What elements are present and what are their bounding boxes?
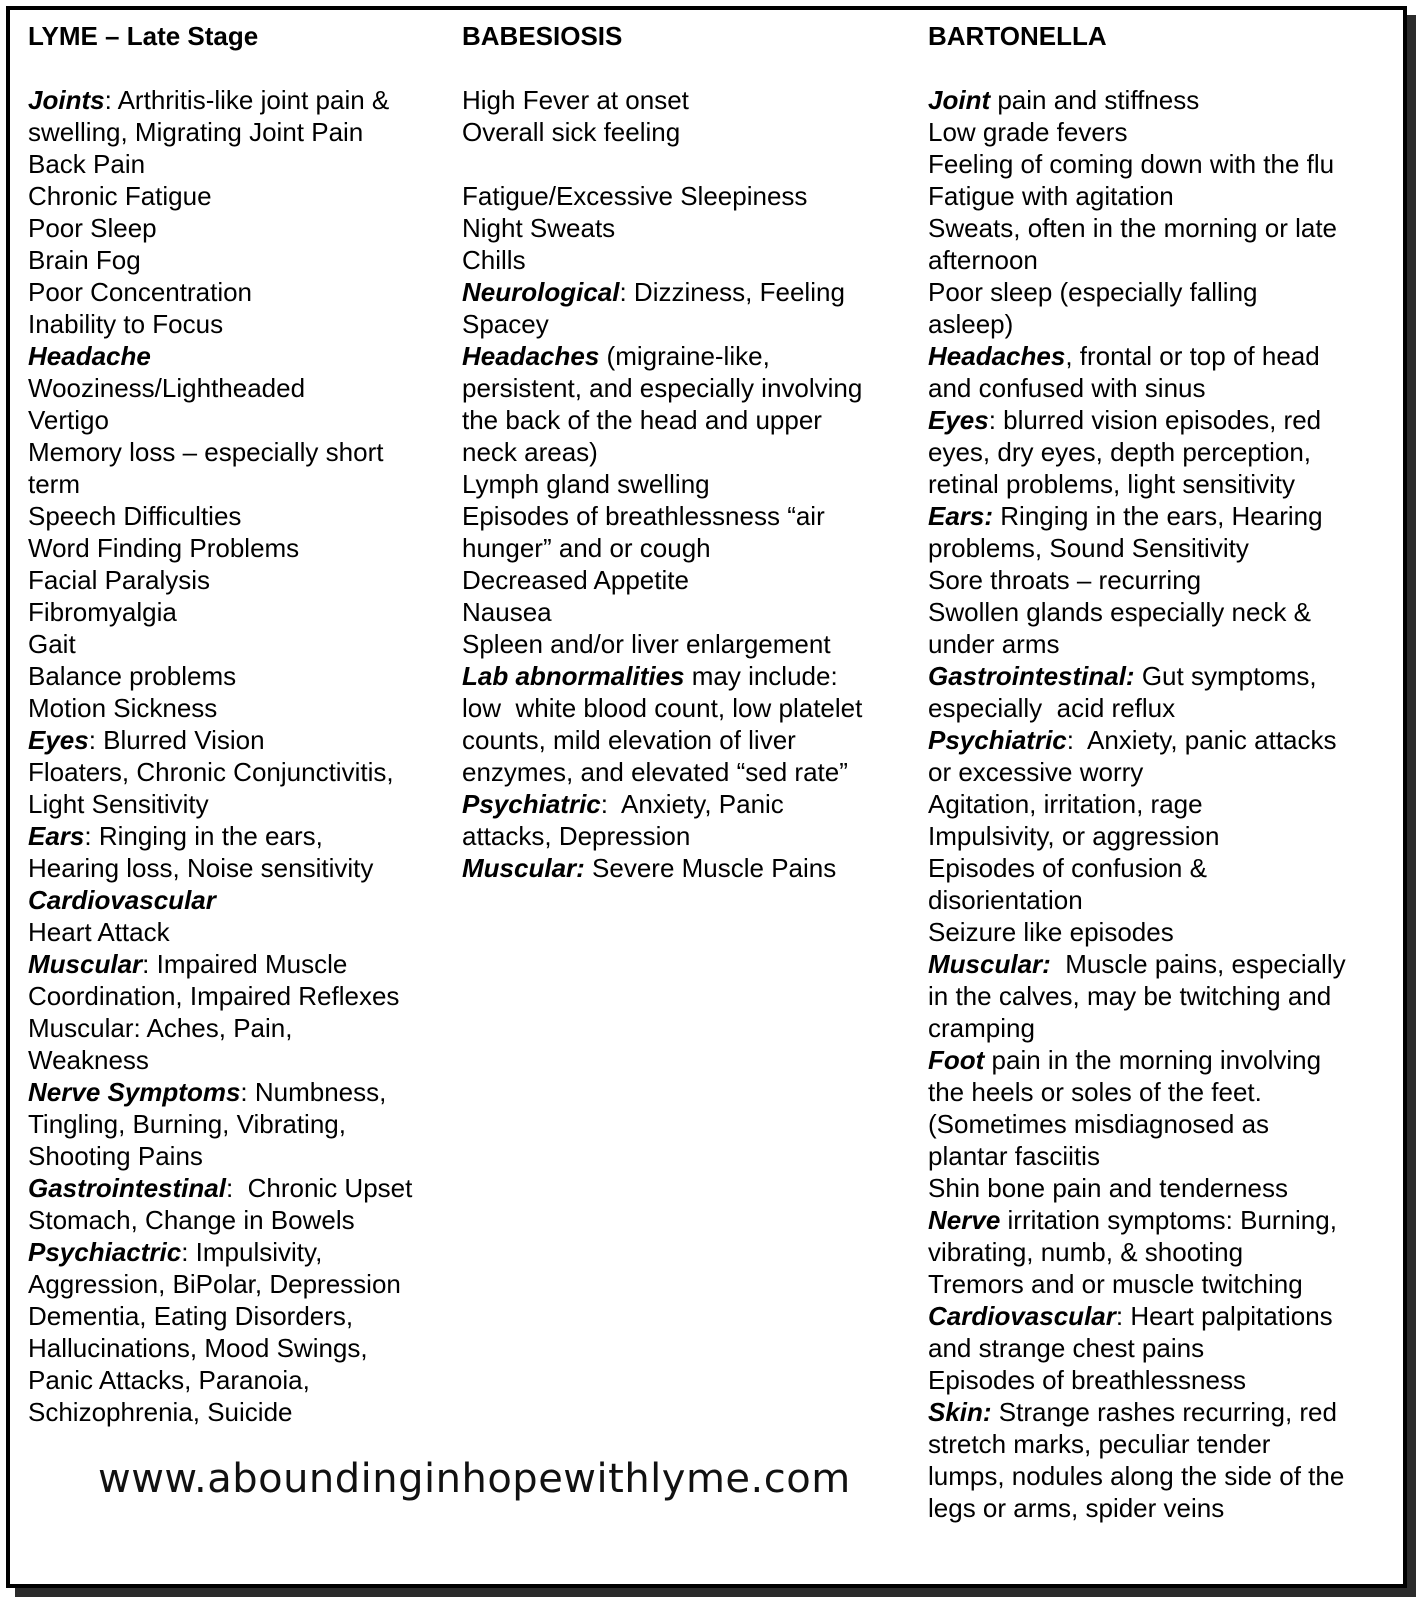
- symptom-line: [462, 532, 932, 564]
- symptom-line: [28, 1300, 458, 1332]
- symptom-line: [462, 116, 932, 148]
- symptom-line: [462, 724, 932, 756]
- symptom-line: [28, 468, 458, 500]
- symptom-text: : Ringing in the ears,: [84, 821, 323, 851]
- symptom-line: [28, 276, 458, 308]
- symptom-line: [462, 244, 932, 276]
- symptom-text: legs or arms, spider veins: [928, 1493, 1225, 1523]
- symptom-text: Spacey: [462, 309, 549, 339]
- symptom-line: [462, 692, 932, 724]
- symptom-line: [462, 628, 932, 660]
- symptom-text: counts, mild elevation of liver: [462, 725, 796, 755]
- symptom-line: [928, 1300, 1390, 1332]
- symptom-text: and confused with sinus: [928, 373, 1206, 403]
- symptom-text: in the calves, may be twitching and: [928, 981, 1332, 1011]
- symptom-text: Tingling, Burning, Vibrating,: [28, 1109, 346, 1139]
- symptom-text: swelling, Migrating Joint Pain: [28, 117, 364, 147]
- symptom-line: [928, 1492, 1390, 1524]
- symptom-category: Psychiatric: [928, 725, 1067, 755]
- symptom-text: Dementia, Eating Disorders,: [28, 1301, 354, 1331]
- symptom-text: may include:: [684, 661, 838, 691]
- symptom-text: : Dizziness, Feeling: [619, 277, 845, 307]
- symptom-text: Seizure like episodes: [928, 917, 1174, 947]
- symptom-line: [28, 500, 458, 532]
- symptom-text: Hallucinations, Mood Swings,: [28, 1333, 368, 1363]
- symptom-text: Strange rashes recurring, red: [991, 1397, 1337, 1427]
- symptom-category: Psychiactric: [28, 1237, 182, 1267]
- symptom-text: pain and stiffness: [990, 85, 1200, 115]
- symptom-text: : Impulsivity,: [181, 1237, 323, 1267]
- symptom-text: enzymes, and elevated “sed rate”: [462, 757, 848, 787]
- symptom-text: Fatigue/Excessive Sleepiness: [462, 181, 808, 211]
- symptom-line: [28, 116, 458, 148]
- bartonella-column: [928, 20, 1390, 1524]
- symptom-text: Decreased Appetite: [462, 565, 689, 595]
- symptom-line: [462, 468, 932, 500]
- symptom-text: (migraine-like,: [599, 341, 770, 371]
- symptom-line: [928, 116, 1390, 148]
- symptom-category: Cardiovascular: [928, 1301, 1116, 1331]
- document-frame: [6, 6, 1407, 1588]
- symptom-text: Chills: [462, 245, 526, 275]
- symptom-text: Wooziness/Lightheaded: [28, 373, 306, 403]
- symptom-text: Aggression, BiPolar, Depression: [28, 1269, 401, 1299]
- symptom-line: [28, 724, 458, 756]
- symptom-category: Muscular:: [462, 853, 585, 883]
- symptom-line: [462, 308, 932, 340]
- symptom-category: Headaches: [928, 341, 1066, 371]
- column-header-bartonella: BARTONELLA: [928, 21, 1107, 51]
- symptom-text: persistent, and especially involving: [462, 373, 863, 403]
- symptom-line: [928, 340, 1390, 372]
- header-spacer: [928, 52, 1390, 84]
- symptom-line: [462, 660, 932, 692]
- symptom-text: Episodes of breathlessness “air: [462, 501, 825, 531]
- symptom-line: [928, 468, 1390, 500]
- symptom-text: disorientation: [928, 885, 1083, 915]
- symptom-line: [28, 916, 458, 948]
- symptom-line: [462, 756, 932, 788]
- symptom-text: : Anxiety, Panic: [600, 789, 784, 819]
- symptom-text: neck areas): [462, 437, 598, 467]
- symptom-category: Eyes: [28, 725, 89, 755]
- symptom-text: Agitation, irritation, rage: [928, 789, 1203, 819]
- symptom-category: Ears:: [928, 501, 994, 531]
- symptom-text: High Fever at onset: [462, 85, 689, 115]
- symptom-text: irritation symptoms: Burning,: [1000, 1205, 1337, 1235]
- symptom-text: problems, Sound Sensitivity: [928, 533, 1249, 563]
- symptom-text: : Numbness,: [240, 1077, 387, 1107]
- symptom-line: [928, 1364, 1390, 1396]
- symptom-line: [28, 1172, 458, 1204]
- symptom-text: Tremors and or muscle twitching: [928, 1269, 1303, 1299]
- symptom-line: [928, 980, 1390, 1012]
- symptom-line: [28, 756, 458, 788]
- symptom-text: Inability to Focus: [28, 309, 224, 339]
- symptom-line: [928, 756, 1390, 788]
- symptom-text: Coordination, Impaired Reflexes: [28, 981, 400, 1011]
- symptom-text: Nausea: [462, 597, 552, 627]
- symptom-line: [28, 372, 458, 404]
- symptom-text: hunger” and or cough: [462, 533, 711, 563]
- symptom-text: Speech Difficulties: [28, 501, 242, 531]
- symptom-text: Hearing loss, Noise sensitivity: [28, 853, 374, 883]
- symptom-line: [28, 1268, 458, 1300]
- symptom-line: [928, 1332, 1390, 1364]
- symptom-text: Lymph gland swelling: [462, 469, 710, 499]
- column-header-lyme: LYME – Late Stage: [28, 21, 259, 51]
- symptom-text: Heart Attack: [28, 917, 170, 947]
- symptom-line: [928, 916, 1390, 948]
- symptom-line: [462, 372, 932, 404]
- symptom-text: afternoon: [928, 245, 1038, 275]
- symptom-category: Skin:: [928, 1397, 992, 1427]
- symptom-text: pain in the morning involving: [984, 1045, 1322, 1075]
- symptom-line: [928, 852, 1390, 884]
- symptom-text: Motion Sickness: [28, 693, 218, 723]
- symptom-line: [928, 148, 1390, 180]
- symptom-text: : Heart palpitations: [1115, 1301, 1333, 1331]
- symptom-text: Floaters, Chronic Conjunctivitis,: [28, 757, 394, 787]
- symptom-line: [28, 84, 458, 116]
- symptom-line: [28, 404, 458, 436]
- symptom-line: [28, 1396, 458, 1428]
- symptom-category: Neurological: [462, 277, 620, 307]
- header-spacer: [462, 52, 932, 84]
- symptom-line: [928, 1172, 1390, 1204]
- symptom-line: [928, 1076, 1390, 1108]
- symptom-text: : blurred vision episodes, red: [988, 405, 1322, 435]
- symptom-category: Psychiatric: [462, 789, 601, 819]
- symptom-category: Muscular: [28, 949, 143, 979]
- symptom-category: Nerve Symptoms: [28, 1077, 241, 1107]
- symptom-line: [462, 500, 932, 532]
- symptom-line: [28, 1044, 458, 1076]
- symptom-line: [28, 436, 458, 468]
- symptom-line: [928, 84, 1390, 116]
- symptom-text: Muscular: Aches, Pain,: [28, 1013, 293, 1043]
- symptom-text: Memory loss – especially short: [28, 437, 384, 467]
- symptom-text: Poor Concentration: [28, 277, 253, 307]
- symptom-category: Muscular:: [928, 949, 1051, 979]
- symptom-line: [462, 564, 932, 596]
- symptom-line: [28, 628, 458, 660]
- symptom-line: [928, 532, 1390, 564]
- symptom-text: retinal problems, light sensitivity: [928, 469, 1296, 499]
- symptom-line: [928, 1140, 1390, 1172]
- symptom-text: Feeling of coming down with the flu: [928, 149, 1335, 179]
- symptom-line: [28, 980, 458, 1012]
- symptom-text: under arms: [928, 629, 1060, 659]
- symptom-line: [928, 1012, 1390, 1044]
- symptom-line: [928, 436, 1390, 468]
- symptom-line: [28, 596, 458, 628]
- symptom-text: Spleen and/or liver enlargement: [462, 629, 831, 659]
- symptom-text: Weakness: [28, 1045, 149, 1075]
- symptom-line: [928, 820, 1390, 852]
- symptom-text: Back Pain: [28, 149, 146, 179]
- symptom-text: : Arthritis-like joint pain &: [104, 85, 390, 115]
- symptom-line: [462, 276, 932, 308]
- symptom-category: Headaches: [462, 341, 600, 371]
- symptom-line: [928, 500, 1390, 532]
- lyme-column: [28, 20, 458, 1428]
- symptom-line: [928, 788, 1390, 820]
- symptom-line: [928, 628, 1390, 660]
- symptom-line: [28, 1204, 458, 1236]
- symptom-line: [28, 1076, 458, 1108]
- symptom-line: [928, 276, 1390, 308]
- symptom-text: Brain Fog: [28, 245, 141, 275]
- symptom-category: Ears: [28, 821, 85, 851]
- symptom-text: Overall sick feeling: [462, 117, 681, 147]
- lyme-symptom-list: [28, 84, 458, 1428]
- symptom-line: [28, 1140, 458, 1172]
- symptom-text: asleep): [928, 309, 1014, 339]
- symptom-text: or excessive worry: [928, 757, 1144, 787]
- symptom-text: Panic Attacks, Paranoia,: [28, 1365, 310, 1395]
- symptom-line: [462, 436, 932, 468]
- symptom-category: Eyes: [928, 405, 989, 435]
- symptom-category: Lab abnormalities: [462, 661, 685, 691]
- symptom-line: [928, 1428, 1390, 1460]
- symptom-line: [28, 148, 458, 180]
- symptom-text: Ringing in the ears, Hearing: [993, 501, 1323, 531]
- symptom-line: [28, 948, 458, 980]
- symptom-category: Gastrointestinal: [28, 1173, 226, 1203]
- symptom-text: and strange chest pains: [928, 1333, 1205, 1363]
- symptom-text: Gut symptoms,: [1134, 661, 1317, 691]
- symptom-line: [928, 1268, 1390, 1300]
- symptom-text: low white blood count, low platelet: [462, 693, 863, 723]
- symptom-line: [928, 948, 1390, 980]
- symptom-category: Foot: [928, 1045, 985, 1075]
- symptom-line: [462, 820, 932, 852]
- symptom-line: [28, 1108, 458, 1140]
- symptom-line: [928, 1396, 1390, 1428]
- symptom-line: [462, 212, 932, 244]
- symptom-line: [928, 244, 1390, 276]
- symptom-line: [28, 244, 458, 276]
- symptom-text: attacks, Depression: [462, 821, 691, 851]
- symptom-category: Headache: [28, 341, 151, 371]
- symptom-line: [28, 660, 458, 692]
- symptom-text: Shooting Pains: [28, 1141, 203, 1171]
- symptom-category: Nerve: [928, 1205, 1001, 1235]
- symptom-line: [28, 340, 458, 372]
- symptom-text: the heels or soles of the feet.: [928, 1077, 1262, 1107]
- symptom-line: [28, 180, 458, 212]
- symptom-line: [28, 1236, 458, 1268]
- babesiosis-symptom-list: [462, 84, 932, 884]
- symptom-text: plantar fasciitis: [928, 1141, 1100, 1171]
- symptom-category: Joint: [928, 85, 991, 115]
- symptom-line: [28, 308, 458, 340]
- symptom-text: Sore throats – recurring: [928, 565, 1202, 595]
- symptom-text: Poor sleep (especially falling: [928, 277, 1258, 307]
- symptom-text: Facial Paralysis: [28, 565, 211, 595]
- symptom-line: [928, 1044, 1390, 1076]
- symptom-line: [28, 532, 458, 564]
- symptom-line: [462, 340, 932, 372]
- symptom-line: [28, 564, 458, 596]
- symptom-line: [928, 1108, 1390, 1140]
- symptom-line: [928, 180, 1390, 212]
- symptom-text: Sweats, often in the morning or late: [928, 213, 1338, 243]
- symptom-text: vibrating, numb, & shooting: [928, 1237, 1244, 1267]
- symptom-text: eyes, dry eyes, depth perception,: [928, 437, 1312, 467]
- symptom-line: [28, 884, 458, 916]
- bartonella-symptom-list: [928, 84, 1390, 1524]
- symptom-text: Word Finding Problems: [28, 533, 300, 563]
- symptom-line: [928, 404, 1390, 436]
- symptom-text: (Sometimes misdiagnosed as: [928, 1109, 1270, 1139]
- symptom-line: [28, 1012, 458, 1044]
- symptom-text: Light Sensitivity: [28, 789, 209, 819]
- symptom-line: [28, 1332, 458, 1364]
- symptom-line: [462, 148, 932, 180]
- symptom-text: Impulsivity, or aggression: [928, 821, 1220, 851]
- symptom-line: [928, 372, 1390, 404]
- symptom-text: Night Sweats: [462, 213, 616, 243]
- symptom-text: Swollen glands especially neck &: [928, 597, 1311, 627]
- symptom-text: Gait: [28, 629, 76, 659]
- symptom-text: Poor Sleep: [28, 213, 157, 243]
- symptom-text: stretch marks, peculiar tender: [928, 1429, 1271, 1459]
- symptom-line: [928, 564, 1390, 596]
- symptom-text: Shin bone pain and tenderness: [928, 1173, 1288, 1203]
- symptom-text: Balance problems: [28, 661, 237, 691]
- symptom-text: : Blurred Vision: [88, 725, 265, 755]
- symptom-line: [928, 660, 1390, 692]
- symptom-line: [928, 724, 1390, 756]
- symptom-line: [28, 1364, 458, 1396]
- symptom-text: : Chronic Upset: [225, 1173, 413, 1203]
- symptom-line: [28, 788, 458, 820]
- symptom-category: Cardiovascular: [28, 885, 216, 915]
- header-spacer: [28, 52, 458, 84]
- symptom-line: [928, 596, 1390, 628]
- symptom-line: [462, 404, 932, 436]
- symptom-text: Schizophrenia, Suicide: [28, 1397, 293, 1427]
- symptom-text: cramping: [928, 1013, 1035, 1043]
- symptom-line: [928, 884, 1390, 916]
- symptom-line: [928, 1236, 1390, 1268]
- symptom-line: [462, 180, 932, 212]
- symptom-line: [928, 308, 1390, 340]
- symptom-category: Joints: [28, 85, 105, 115]
- symptom-text: Episodes of confusion &: [928, 853, 1207, 883]
- symptom-text: Fatigue with agitation: [928, 181, 1174, 211]
- symptom-line: [928, 212, 1390, 244]
- symptom-line: [28, 852, 458, 884]
- symptom-text: especially acid reflux: [928, 693, 1176, 723]
- symptom-line: [28, 820, 458, 852]
- symptom-line: [28, 692, 458, 724]
- symptom-text: : Anxiety, panic attacks: [1066, 725, 1337, 755]
- symptom-text: term: [28, 469, 80, 499]
- column-header-babesiosis: BABESIOSIS: [462, 21, 623, 51]
- symptom-line: [462, 788, 932, 820]
- symptom-text: Fibromyalgia: [28, 597, 177, 627]
- symptom-text: , frontal or top of head: [1065, 341, 1320, 371]
- symptom-line: [928, 692, 1390, 724]
- symptom-text: Severe Muscle Pains: [584, 853, 837, 883]
- symptom-text: Low grade fevers: [928, 117, 1128, 147]
- symptom-line: [928, 1204, 1390, 1236]
- website-url: www.aboundinginhopewithlyme.com: [98, 1456, 851, 1502]
- babesiosis-column: [462, 20, 932, 884]
- symptom-line: [462, 84, 932, 116]
- symptom-line: [28, 212, 458, 244]
- symptom-line: [462, 596, 932, 628]
- symptom-text: Muscle pains, especially: [1050, 949, 1346, 979]
- symptom-line: [928, 1460, 1390, 1492]
- symptom-line: [462, 852, 932, 884]
- symptom-text: Chronic Fatigue: [28, 181, 212, 211]
- symptom-text: the back of the head and upper: [462, 405, 822, 435]
- symptom-text: Episodes of breathlessness: [928, 1365, 1246, 1395]
- symptom-text: lumps, nodules along the side of the: [928, 1461, 1345, 1491]
- symptom-text: Vertigo: [28, 405, 109, 435]
- symptom-text: Stomach, Change in Bowels: [28, 1205, 355, 1235]
- symptom-category: Gastrointestinal:: [928, 661, 1135, 691]
- symptom-text: : Impaired Muscle: [142, 949, 348, 979]
